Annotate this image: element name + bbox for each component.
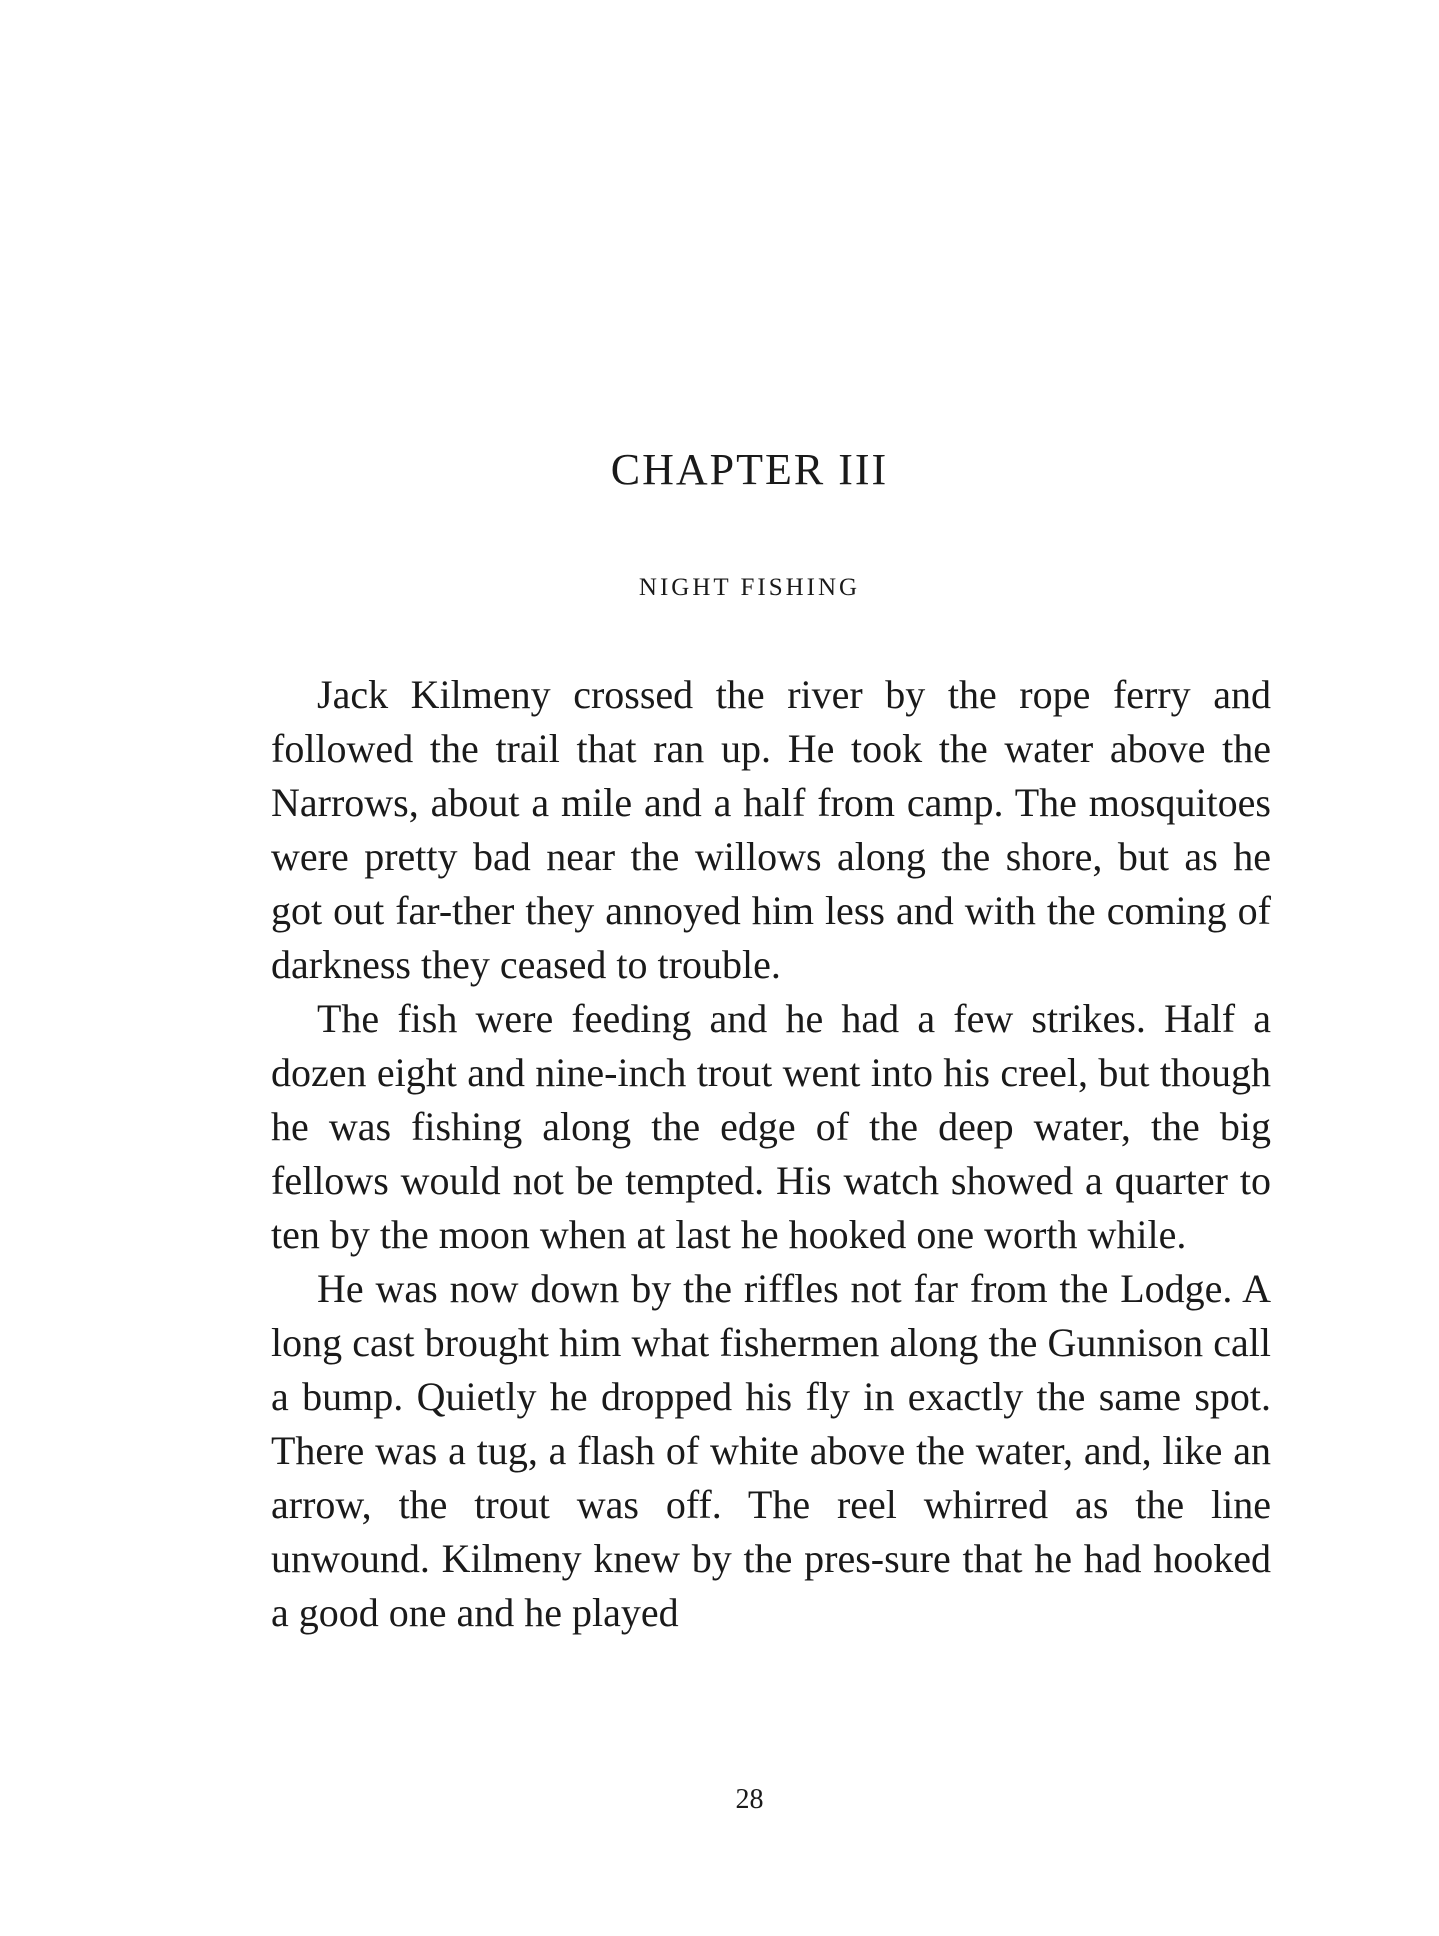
paragraph-1: Jack Kilmeny crossed the river by the rope ferry and followed the trail that ran up. He took the water above the Narrows, about a mile and a half from camp. The mosquitoes were pretty bad near the willows along the shore, but as he got out far-ther they annoyed him less and with the coming of darkness they ceased to trouble. — [271, 672, 1271, 987]
chapter-title: CHAPTER III — [610, 445, 889, 494]
page-number: 28 — [735, 1784, 764, 1815]
paragraph-3: He was now down by the riffles not far from the Lodge. A long cast brought him what fishermen along the Gunnison call a bump. Quietly he dropped his fly in exactly the same spot. There was a tug, a flash of white above the water, and, like an arrow, the trout was off. The reel whirred as the line unwound. Kilmeny knew by the pres-sure that he had hooked a good one and he played — [271, 1266, 1271, 1635]
body-text — [271, 668, 1271, 1640]
paragraph-2: The fish were feeding and he had a few strikes. Half a dozen eight and nine-inch trout went into his creel, but though he was fishing along the edge of the deep water, the big fellows would not be tempted. His watch showed a quarter to ten by the moon when at last he hooked one worth while. — [271, 996, 1271, 1257]
chapter-subtitle: NIGHT FISHING — [638, 574, 861, 601]
